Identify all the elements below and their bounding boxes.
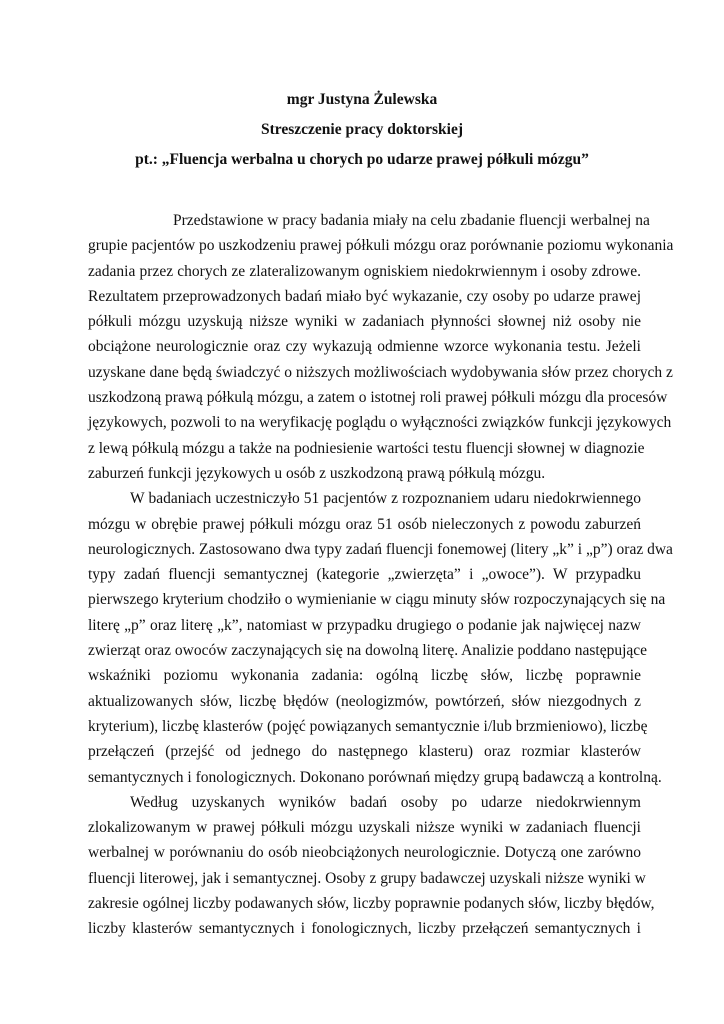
text-line: Przedstawione w pracy badania miały na celu zbadanie fluencji werbalnej na [173,212,650,229]
text-line: wskaźniki poziomu wykonania zadania: ogólną liczbę słów, liczbę poprawnie [88,667,641,685]
paragraph-2 [88,486,673,790]
document-type: Streszczenie pracy doktorskiej [260,121,464,138]
text-line: werbalnej w porównaniu do osób nieobciążonych neurologicznie. Dotyczą one zarówno [88,844,641,862]
text-line: liczby klasterów semantycznych i fonologicznych, liczby przełączeń semantycznych i [88,920,641,938]
text-line: zakresie ogólnej liczby podawanych słów, liczby poprawnie podanych słów, liczby błędów, [88,895,655,913]
text-line: grupie pacjentów po uszkodzeniu prawej półkuli mózgu oraz porównanie poziomu wykonania [88,237,674,255]
text-line: kryterium), liczbę klasterów (pojęć powiązanych semantycznie i/lub brzmieniowo), liczbę [88,717,648,735]
text-line: uzyskane dane będą świadczyć o niższych możliwościach wydobywania słów przez chorych z [88,363,673,381]
text-line: typy zadań fluencji semantycznej (kategorie „zwierzęta” i „owoce”). W przypadku [88,566,641,584]
text-line: zadania przez chorych ze zlateralizowanym ogniskiem niedokrwiennym i osoby zdrowe. [88,262,641,280]
text-line: obciążone neurologicznie oraz czy wykazują odmienne wzorce wykonania testu. Jeżeli [88,338,641,356]
text-line: mózgu w obrębie prawej półkuli mózgu oraz 51 osób nieleczonych z powodu zaburzeń [88,515,641,533]
text-line: zaburzeń funkcji językowych u osób z uszkodzoną prawą półkulą mózgu. [88,464,546,482]
text-line: językowych, pozwoli to na weryfikację poglądu o wyłączności związków funkcji językowych [88,414,672,432]
paragraph-1 [88,208,674,486]
text-line: z lewą półkulą mózgu a także na podniesienie wartości testu fluencji słownej w diagnozie [88,439,645,457]
text-line: pierwszego kryterium chodziło o wymienianie w ciągu minuty słów rozpoczynających się na [88,591,666,609]
text-line: półkuli mózgu uzyskują niższe wyniki w zadaniach płynności słownej niż osoby nie [88,313,641,331]
paragraph-3 [88,790,655,942]
text-line: przełączeń (przejść od jednego do następnego klasteru) oraz rozmiar klasterów [88,743,641,761]
text-line: uszkodzoną prawą półkulą mózgu, a zatem o istotnej roli prawej półkuli mózgu dla procesów [88,389,668,407]
author-name: mgr Justyna Żulewska [286,91,438,108]
abstract-body [88,208,674,942]
text-line: Rezultatem przeprowadzonych badań miało być wykazanie, czy osoby po udarze prawej [88,287,641,305]
text-line: neurologicznych. Zastosowano dwa typy zadań fluencji fonemowej (litery „k” i „p”) oraz dwa [88,540,673,558]
text-line: W badaniach uczestniczyło 51 pacjentów z rozpoznaniem udaru niedokrwiennego [130,490,641,508]
text-line: zwierząt oraz owoców zaczynających się na dowolną literę. Analizie poddano następujące [88,642,648,660]
text-line: semantycznych i fonologicznych. Dokonano porównań między grupą badawczą a kontrolną. [88,768,662,786]
text-line: fluencji literowej, jak i semantycznej. Osoby z grupy badawczej uzyskali niższe wyniki w [88,869,646,887]
text-line: literę „p” oraz literę „k”, natomiast w przypadku drugiego o podanie jak najwięcej nazw [88,616,641,634]
thesis-title: pt.: „Fluencja werbalna u chorych po udarze prawej półkuli mózgu” [135,151,589,168]
text-line: aktualizowanych słów, liczbę błędów (neologizmów, powtórzeń, słów niezgodnych z [88,692,641,710]
text-line: zlokalizowanym w prawej półkuli mózgu uzyskali niższe wyniki w zadaniach fluencji [88,819,641,837]
text-line: Według uzyskanych wyników badań osoby po udarze niedokrwiennym [130,793,641,811]
